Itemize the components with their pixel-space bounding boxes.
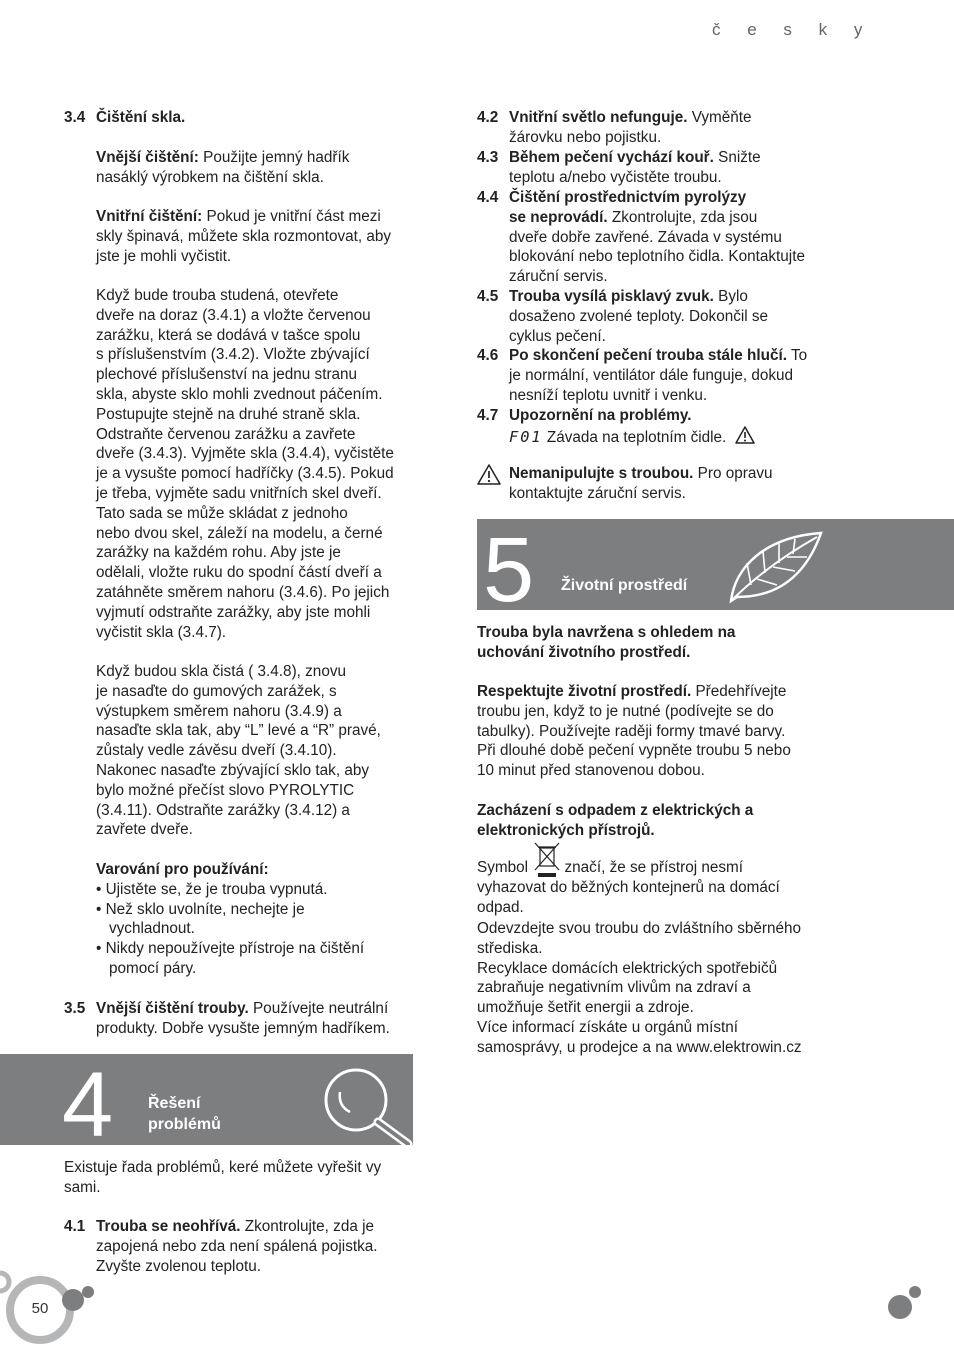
section-number-4-5: 4.5 bbox=[477, 288, 499, 305]
section-4-4-text: Čištění prostřednictvím pyrolýzy se neprovádí. Zkontrolujte, zda jsou dveře dobře zavřené. Závada v systému blokování nebo teplotního čidla. Kontaktujte záruční servis. bbox=[509, 189, 805, 286]
section-number-4-2: 4.2 bbox=[477, 109, 499, 126]
section-number-3-5: 3.5 bbox=[64, 1000, 86, 1017]
section-number-4-3: 4.3 bbox=[477, 149, 499, 166]
list-item: • Ujistěte se, že je trouba vypnutá. bbox=[96, 880, 328, 898]
internal-cleaning-paragraph: Vnitřní čištění: Pokud je vnitřní část mezi skly špinavá, můžete skla rozmontovat, aby jste je mohli vyčistit. bbox=[96, 208, 392, 265]
page-number: 50 bbox=[31, 1300, 49, 1317]
warning-icon bbox=[735, 426, 755, 444]
list-item: • Než sklo uvolníte, nechejte je bbox=[96, 900, 305, 918]
section-4-6-text: Po skončení pečení trouba stále hlučí. To je normální, ventilátor dále funguje, dokud nesníží teplotu uvnitř i venku. bbox=[509, 347, 808, 404]
tamper-warning: Nemanipulujte s troubou. Pro opravu kontaktujte záruční servis. bbox=[509, 465, 773, 502]
usage-warnings: Varování pro používání: • Ujistěte se, že je trouba vypnutá. • Než sklo uvolníte, nechejte je vychladnout. • Nikdy nepoužívejte přístroje na čištění pomocí páry. bbox=[96, 861, 365, 977]
section-4-5-text: Trouba vysílá pisklavý zvuk. Bylo dosaženo zvolené teploty. Dokončil se cyklus pečení. bbox=[509, 288, 769, 345]
reassembly-paragraph: Když budou skla čistá ( 3.4.8), znovu je nasaďte do gumových zarážek, s výstupkem směrem nahoru (3.4.9) a nasaďte skla tak, aby “L” levé a “R” pravé, zůstaly vedle závěsu dveří (3.4.10). Nakonec nasaďte zbývající sklo tak, aby bylo možné přečíst slovo PYROLYTIC (3.4.11). Odstraňte zarážky (3.4.12) a zavřete dveře. bbox=[96, 663, 381, 839]
waste-symbol-paragraph: Symbol značí, že se přístroj nesmí vyhazovat do běžných kontejnerů na domácí odpad. bbox=[477, 858, 780, 917]
warning-icon bbox=[477, 464, 501, 485]
section-4-number: 4 bbox=[62, 1054, 114, 1156]
section-4-banner bbox=[0, 1054, 413, 1156]
section-3-5-text: Vnější čištění trouby. Používejte neutrální produkty. Dobře vysušte jemným hadříkem. bbox=[96, 1000, 390, 1037]
list-item: • Nikdy nepoužívejte přístroje na čištění bbox=[96, 940, 365, 958]
section-number-4-1: 4.1 bbox=[64, 1218, 86, 1235]
section-5-number: 5 bbox=[483, 519, 535, 621]
section-5-title: Životní prostředí bbox=[561, 577, 688, 594]
section-number-3-4: 3.4 bbox=[64, 109, 86, 126]
section-title-3-4: Čištění skla. bbox=[96, 109, 186, 126]
section-4-2-text: Vnitřní světlo nefunguje. Vyměňte žárovku nebo pojistku. bbox=[509, 109, 752, 146]
crossed-bin-icon bbox=[534, 842, 560, 878]
error-code-display: F01 bbox=[509, 427, 543, 446]
waste-heading: Zacházení s odpadem z elektrických a elektronických přístrojů. bbox=[477, 802, 754, 839]
leaf-icon bbox=[725, 527, 825, 607]
environment-heading: Trouba byla navržena s ohledem na uchování životního prostředí. bbox=[477, 624, 736, 661]
section-number-4-4: 4.4 bbox=[477, 189, 499, 206]
external-cleaning-paragraph: Vnější čištění: Použijte jemný hadřík nasáklý výrobkem na čištění skla. bbox=[96, 149, 350, 186]
troubleshooting-intro: Existuje řada problémů, keré můžete vyřešit vy sami. bbox=[64, 1159, 382, 1196]
list-item: pomocí páry. bbox=[109, 959, 197, 977]
corner-decoration bbox=[880, 1280, 930, 1330]
section-4-3-text: Během pečení vychází kouř. Snižte teplotu a/nebo vyčistěte troubu. bbox=[509, 149, 761, 186]
section-4-7-text: Upozornění na problémy. F01 Závada na teplotním čidle. bbox=[509, 406, 755, 448]
section-number-4-7: 4.7 bbox=[477, 407, 499, 424]
magnifier-icon bbox=[318, 1062, 413, 1145]
section-5-banner bbox=[477, 519, 954, 621]
disassembly-paragraph: Když bude trouba studená, otevřete dveře na doraz (3.4.1) a vložte červenou zarážku, která se dodává v tašce spolu s příslušenstvím (3.4.2). Vložte zbývající plechové příslušenství na jednu stranu skla, abyste sklo mohli zvednout páčením. Postupujte stejně na druhé straně skla. Odstraňte červenou zarážku a zavřete dveře (3.4.3). Vyjměte skla (3.4.4), vyčistěte je a vysušte pomocí hadříčky (3.4.5). Pokud je třeba, vyjměte sadu vnitřních skel dveří. Tato sada se může skládat z jednoho nebo dvou skel, záleží na modelu, a černé zarážky na každém rohu. Aby jste je odělali, vložte ruku do spodní částí dveří a zatáhněte směrem nahoru (3.4.6). Po jejich vyjmutí odstraňte zarážky, aby jste mohli vyčistit skla (3.4.7). bbox=[96, 287, 394, 641]
collection-paragraph: Odevzdejte svou troubu do zvláštního sběrného střediska. Recyklace domácích elektrických spotřebičů zabraňuje negativním vlivům na zdraví a umožňuje šetřit energii a zdroje. Více informací získáte u orgánů místní samosprávy, u prodejce a na www.elektrowin.cz bbox=[477, 920, 802, 1056]
section-4-title: Řešení problémů bbox=[148, 1095, 221, 1133]
section-number-4-6: 4.6 bbox=[477, 347, 499, 364]
language-label: č e s k y bbox=[712, 20, 874, 39]
list-item: vychladnout. bbox=[109, 920, 195, 938]
respect-environment-paragraph: Respektujte životní prostředí. Předehřívejte troubu jen, když to je nutné (podívejte se do tabulky). Používejte raději formy tmavé barvy. Při dlouhé době pečení vypněte troubu 5 nebo 10 minut před stanovenou dobou. bbox=[477, 683, 791, 780]
section-4-1-text: Trouba se neohřívá. Zkontrolujte, zda je zapojená nebo zda není spálená pojistka. Zvyšte zvolenou teplotu. bbox=[96, 1218, 378, 1275]
